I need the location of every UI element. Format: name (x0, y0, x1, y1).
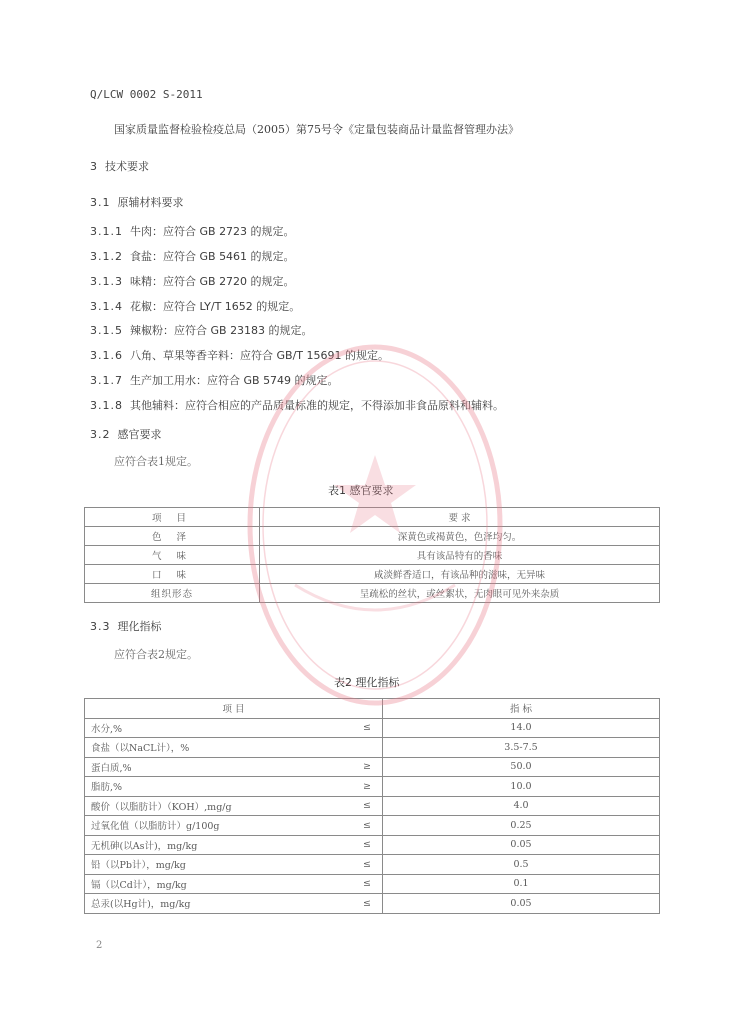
list-item (90, 248, 295, 264)
item-cell: 无机砷(以As计)，mg/kg (85, 835, 353, 855)
item-number: 3.1.3 (90, 275, 123, 288)
item-number: 3.1.8 (90, 399, 123, 412)
item-text: 其他辅料：应符合相应的产品质量标准的规定，不得添加非食品原料和辅料。 (130, 399, 504, 412)
section-title: 理化指标 (117, 620, 162, 633)
value-cell: 0.05 (383, 894, 660, 914)
value-cell: 4.0 (383, 796, 660, 816)
requirement-cell: 咸淡鲜香适口，有该品种的滋味，无异味 (260, 565, 660, 584)
item-cell: 脂肪,% (85, 777, 353, 797)
section-3-1-heading (90, 194, 184, 210)
section-title: 原辅材料要求 (117, 196, 184, 209)
item-text: 八角、草果等香辛料：应符合 GB/T 15691 的规定。 (130, 349, 389, 362)
list-item (90, 298, 300, 314)
value-cell: 50.0 (383, 757, 660, 777)
table-row (85, 738, 660, 758)
table-row (85, 777, 660, 797)
comparator-cell: ≥ (352, 777, 383, 797)
item-cell: 过氧化值（以脂肪计）g/100g (85, 816, 353, 836)
value-cell: 0.1 (383, 874, 660, 894)
header-cell: 指 标 (383, 699, 660, 719)
item-text: 牛肉：应符合 GB 2723 的规定。 (130, 225, 295, 238)
standard-code: Q/LCW 0002 S-2011 (90, 88, 203, 101)
comparator-cell (352, 738, 383, 758)
list-item (90, 223, 295, 239)
official-seal-stamp (240, 335, 510, 715)
table-row (85, 757, 660, 777)
comparator-cell: ≤ (352, 718, 383, 738)
item-text: 味精：应符合 GB 2720 的规定。 (130, 275, 295, 288)
value-cell: 0.5 (383, 855, 660, 875)
item-cell: 酸价（以脂肪计）（KOH）,mg/g (85, 796, 353, 816)
value-cell: 10.0 (383, 777, 660, 797)
item-cell: 气 味 (85, 546, 260, 565)
requirement-cell: 具有该品特有的香味 (260, 546, 660, 565)
item-number: 3.1.7 (90, 374, 123, 387)
section-number: 3 (90, 160, 98, 173)
item-cell: 水分,% (85, 718, 353, 738)
item-number: 3.1.1 (90, 225, 123, 238)
section-number: 3.2 (90, 428, 111, 441)
physchem-table (84, 698, 660, 914)
item-cell: 组织形态 (85, 584, 260, 603)
item-text: 辣椒粉：应符合 GB 23183 的规定。 (130, 324, 313, 337)
table-row (85, 855, 660, 875)
section-number: 3.3 (90, 620, 111, 633)
section-title: 感官要求 (117, 428, 162, 441)
item-number: 3.1.6 (90, 349, 123, 362)
table-row (85, 796, 660, 816)
item-number: 3.1.5 (90, 324, 123, 337)
item-text: 食盐：应符合 GB 5461 的规定。 (130, 250, 295, 263)
item-text: 生产加工用水：应符合 GB 5749 的规定。 (130, 374, 339, 387)
section-3-3-heading (90, 618, 162, 634)
comparator-cell: ≤ (352, 894, 383, 914)
comparator-cell: ≤ (352, 874, 383, 894)
value-cell: 3.5-7.5 (383, 738, 660, 758)
table-row (85, 718, 660, 738)
table2-caption: 表2 理化指标 (334, 676, 400, 689)
item-cell: 色 泽 (85, 527, 260, 546)
section-note: 应符合表2规定。 (114, 648, 198, 661)
comparator-cell: ≤ (352, 835, 383, 855)
item-cell: 镉（以Cd计），mg/kg (85, 874, 353, 894)
page-number: 2 (96, 940, 103, 951)
table-row (85, 816, 660, 836)
section-note: 应符合表1规定。 (114, 455, 198, 468)
item-cell: 蛋白质,% (85, 757, 353, 777)
item-number: 3.1.4 (90, 300, 123, 313)
item-cell: 铅（以Pb计），mg/kg (85, 855, 353, 875)
item-text: 花椒：应符合 LY/T 1652 的规定。 (130, 300, 301, 313)
section-title: 技术要求 (105, 160, 149, 173)
value-cell: 0.25 (383, 816, 660, 836)
item-cell: 食盐（以NaCL计），% (85, 738, 353, 758)
item-cell: 总汞(以Hg计)，mg/kg (85, 894, 353, 914)
table-row (85, 874, 660, 894)
value-cell: 14.0 (383, 718, 660, 738)
table1-caption: 表1 感官要求 (328, 484, 394, 497)
header-cell: 项 目 (85, 508, 260, 527)
comparator-cell: ≤ (352, 816, 383, 836)
comparator-cell: ≥ (352, 757, 383, 777)
requirement-cell: 呈疏松的丝状，或丝絮状，无肉眼可见外来杂质 (260, 584, 660, 603)
table-row (85, 894, 660, 914)
reference-line: 国家质量监督检验检疫总局（2005）第75号令《定量包装商品计量监督管理办法》 (114, 123, 519, 136)
section-3-heading (90, 158, 149, 174)
item-number: 3.1.2 (90, 250, 123, 263)
header-cell: 项 目 (85, 699, 383, 719)
list-item (90, 273, 295, 289)
item-cell: 口 味 (85, 565, 260, 584)
table-row (85, 835, 660, 855)
requirement-cell: 深黄色或褐黄色，色泽均匀。 (260, 527, 660, 546)
section-number: 3.1 (90, 196, 111, 209)
header-cell: 要 求 (260, 508, 660, 527)
comparator-cell: ≤ (352, 855, 383, 875)
section-3-2-heading (90, 426, 162, 442)
comparator-cell: ≤ (352, 796, 383, 816)
value-cell: 0.05 (383, 835, 660, 855)
